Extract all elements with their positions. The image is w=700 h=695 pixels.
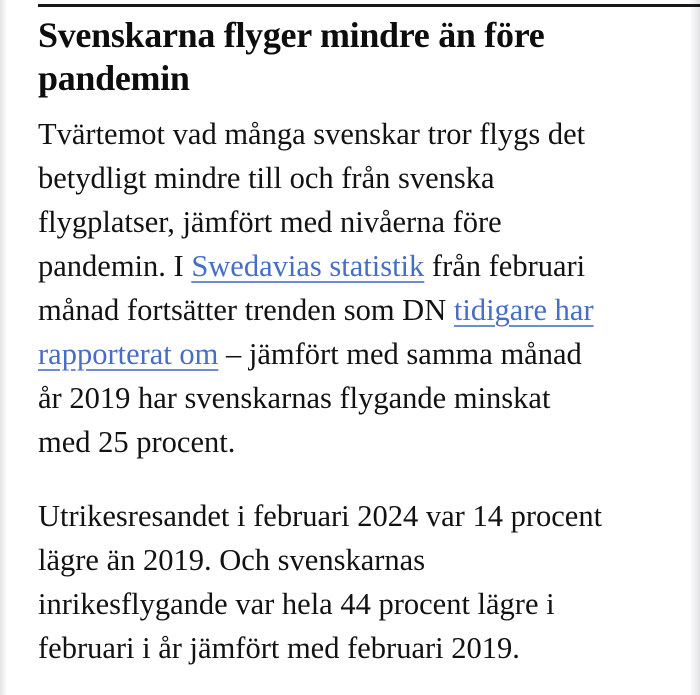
- headline-line-2: pandemin: [38, 58, 190, 98]
- text-line: [38, 626, 665, 670]
- text-segment: pandemin. I: [38, 249, 192, 283]
- text-segment: från februari: [424, 249, 586, 283]
- text-line: [38, 538, 665, 582]
- text-segment: Utrikesresandet i februari 2024 var 14 procent: [38, 499, 603, 533]
- headline-line-1: Svenskarna flyger mindre än före: [38, 15, 545, 55]
- link-tidigare-rapporterat[interactable]: tidigare har: [453, 293, 594, 327]
- article-top-divider: [38, 4, 700, 7]
- text-segment: betydligt mindre till och från svenska: [38, 161, 495, 195]
- text-segment: februari i år jämfört med februari 2019.: [38, 631, 520, 665]
- text-line: [38, 244, 665, 288]
- link-swedavias-statistik[interactable]: Swedavias statistik: [191, 249, 425, 283]
- text-segment: lägre än 2019. Och svenskarnas: [38, 543, 426, 577]
- paragraph: [38, 494, 665, 670]
- text-line: [38, 494, 665, 538]
- text-segment: – jämfört med samma månad: [218, 337, 582, 371]
- article-body: [38, 112, 665, 670]
- text-line: [38, 156, 665, 200]
- link-tidigare-rapporterat[interactable]: rapporterat om: [38, 337, 219, 371]
- text-line: [38, 288, 665, 332]
- text-segment: med 25 procent.: [38, 425, 236, 459]
- paragraph: [38, 112, 665, 464]
- text-line: [38, 420, 665, 464]
- text-segment: flygplatser, jämfört med nivåerna före: [38, 205, 502, 239]
- text-line: [38, 376, 665, 420]
- text-segment: Tvärtemot vad många svenskar tror flygs det: [38, 117, 586, 151]
- text-line: [38, 582, 665, 626]
- text-segment: månad fortsätter trenden som DN: [38, 293, 454, 327]
- text-line: [38, 332, 665, 376]
- text-segment: inrikesflygande var hela 44 procent lägre i: [38, 587, 555, 621]
- article-headline: [38, 14, 665, 100]
- text-line: [38, 112, 665, 156]
- text-line: [38, 200, 665, 244]
- text-segment: år 2019 har svenskarnas flygande minskat: [38, 381, 551, 415]
